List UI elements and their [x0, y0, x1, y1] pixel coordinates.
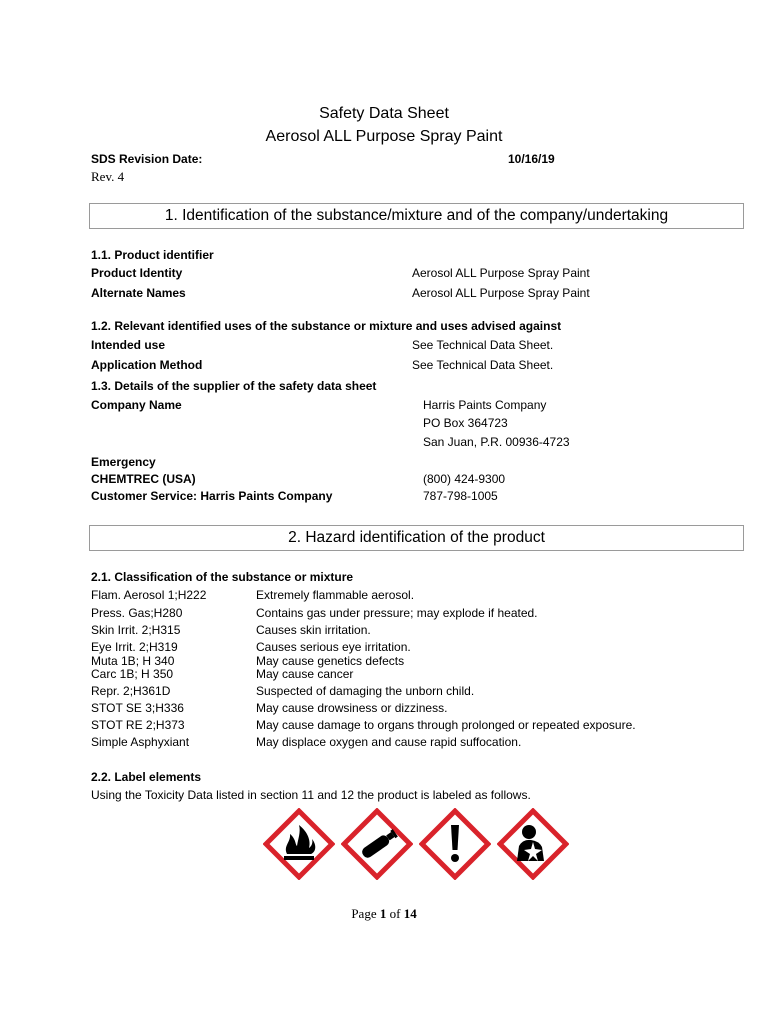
label-intro-text: Using the Toxicity Data listed in section 11 and 12 the product is labeled as follows. [91, 788, 531, 802]
hazard-statement: Causes skin irritation. [256, 623, 371, 637]
hazard-code: Flam. Aerosol 1;H222 [91, 588, 207, 602]
hazard-statement: Causes serious eye irritation. [256, 640, 411, 654]
hazard-statement: May cause cancer [256, 667, 354, 681]
intended-use-value: See Technical Data Sheet. [412, 338, 554, 352]
hazard-code: Skin Irrit. 2;H315 [91, 623, 181, 637]
revision-date-label: SDS Revision Date: [91, 152, 203, 166]
hazard-code: Muta 1B; H 340 [91, 654, 175, 668]
hazard-code: Carc 1B; H 350 [91, 667, 174, 681]
flame-icon [263, 808, 335, 880]
alternate-names-value: Aerosol ALL Purpose Spray Paint [412, 286, 590, 300]
classification-title: 2.1. Classification of the substance or mixture [91, 570, 354, 584]
hazard-statement: Extremely flammable aerosol. [256, 588, 415, 602]
health-hazard-icon [497, 808, 569, 880]
relevant-uses-title: 1.2. Relevant identified uses of the substance or mixture and uses advised against [91, 319, 562, 333]
hazard-code: Repr. 2;H361D [91, 684, 171, 698]
hazard-statement: May displace oxygen and cause rapid suffocation. [256, 735, 522, 749]
hazard-code: Simple Asphyxiant [91, 735, 190, 749]
customer-service-phone: 787-798-1005 [423, 489, 498, 503]
hazard-statement: May cause genetics defects [256, 654, 405, 668]
page-number [0, 906, 768, 922]
label-elements-title: 2.2. Label elements [91, 770, 202, 784]
revision-number: Rev. 4 [91, 169, 125, 184]
product-title: Aerosol ALL Purpose Spray Paint [265, 128, 503, 145]
hazard-code: Eye Irrit. 2;H319 [91, 640, 178, 654]
hazard-code: Press. Gas;H280 [91, 606, 183, 620]
alternate-names-label: Alternate Names [91, 286, 186, 300]
page-current: 1 [379, 906, 387, 921]
exclamation-mark-icon [419, 808, 491, 880]
page-word: Page [351, 906, 377, 921]
chemtrec-phone: (800) 424-9300 [423, 472, 506, 486]
hazard-statement: May cause drowsiness or dizziness. [256, 701, 448, 715]
company-name-line: Harris Paints Company [423, 398, 547, 412]
supplier-details-title: 1.3. Details of the supplier of the safety data sheet [91, 379, 377, 393]
company-name-label: Company Name [91, 398, 182, 412]
hazard-statement: May cause damage to organs through prolonged or repeated exposure. [256, 718, 636, 732]
section-2-heading: 2. Hazard identification of the product [89, 525, 744, 551]
hazard-statement: Suspected of damaging the unborn child. [256, 684, 475, 698]
application-method-value: See Technical Data Sheet. [412, 358, 554, 372]
customer-service-label: Customer Service: Harris Paints Company [91, 489, 333, 503]
company-address-line: PO Box 364723 [423, 416, 508, 430]
product-identity-value: Aerosol ALL Purpose Spray Paint [412, 266, 590, 280]
page-total: 14 [403, 906, 417, 921]
document-title: Safety Data Sheet [319, 105, 449, 122]
intended-use-label: Intended use [91, 338, 166, 352]
emergency-label: Emergency [91, 455, 156, 469]
hazard-code: STOT RE 2;H373 [91, 718, 185, 732]
hazard-code: STOT SE 3;H336 [91, 701, 184, 715]
product-identity-label: Product Identity [91, 266, 183, 280]
hazard-statement: Contains gas under pressure; may explode if heated. [256, 606, 538, 620]
application-method-label: Application Method [91, 358, 203, 372]
gas-cylinder-icon [341, 808, 413, 880]
product-identifier-title: 1.1. Product identifier [91, 248, 214, 262]
chemtrec-label: CHEMTREC (USA) [91, 472, 196, 486]
of-word: of [389, 906, 401, 921]
section-1-heading: 1. Identification of the substance/mixture and of the company/undertaking [89, 203, 744, 229]
company-city-line: San Juan, P.R. 00936-4723 [423, 435, 570, 449]
revision-date-value: 10/16/19 [508, 152, 555, 166]
